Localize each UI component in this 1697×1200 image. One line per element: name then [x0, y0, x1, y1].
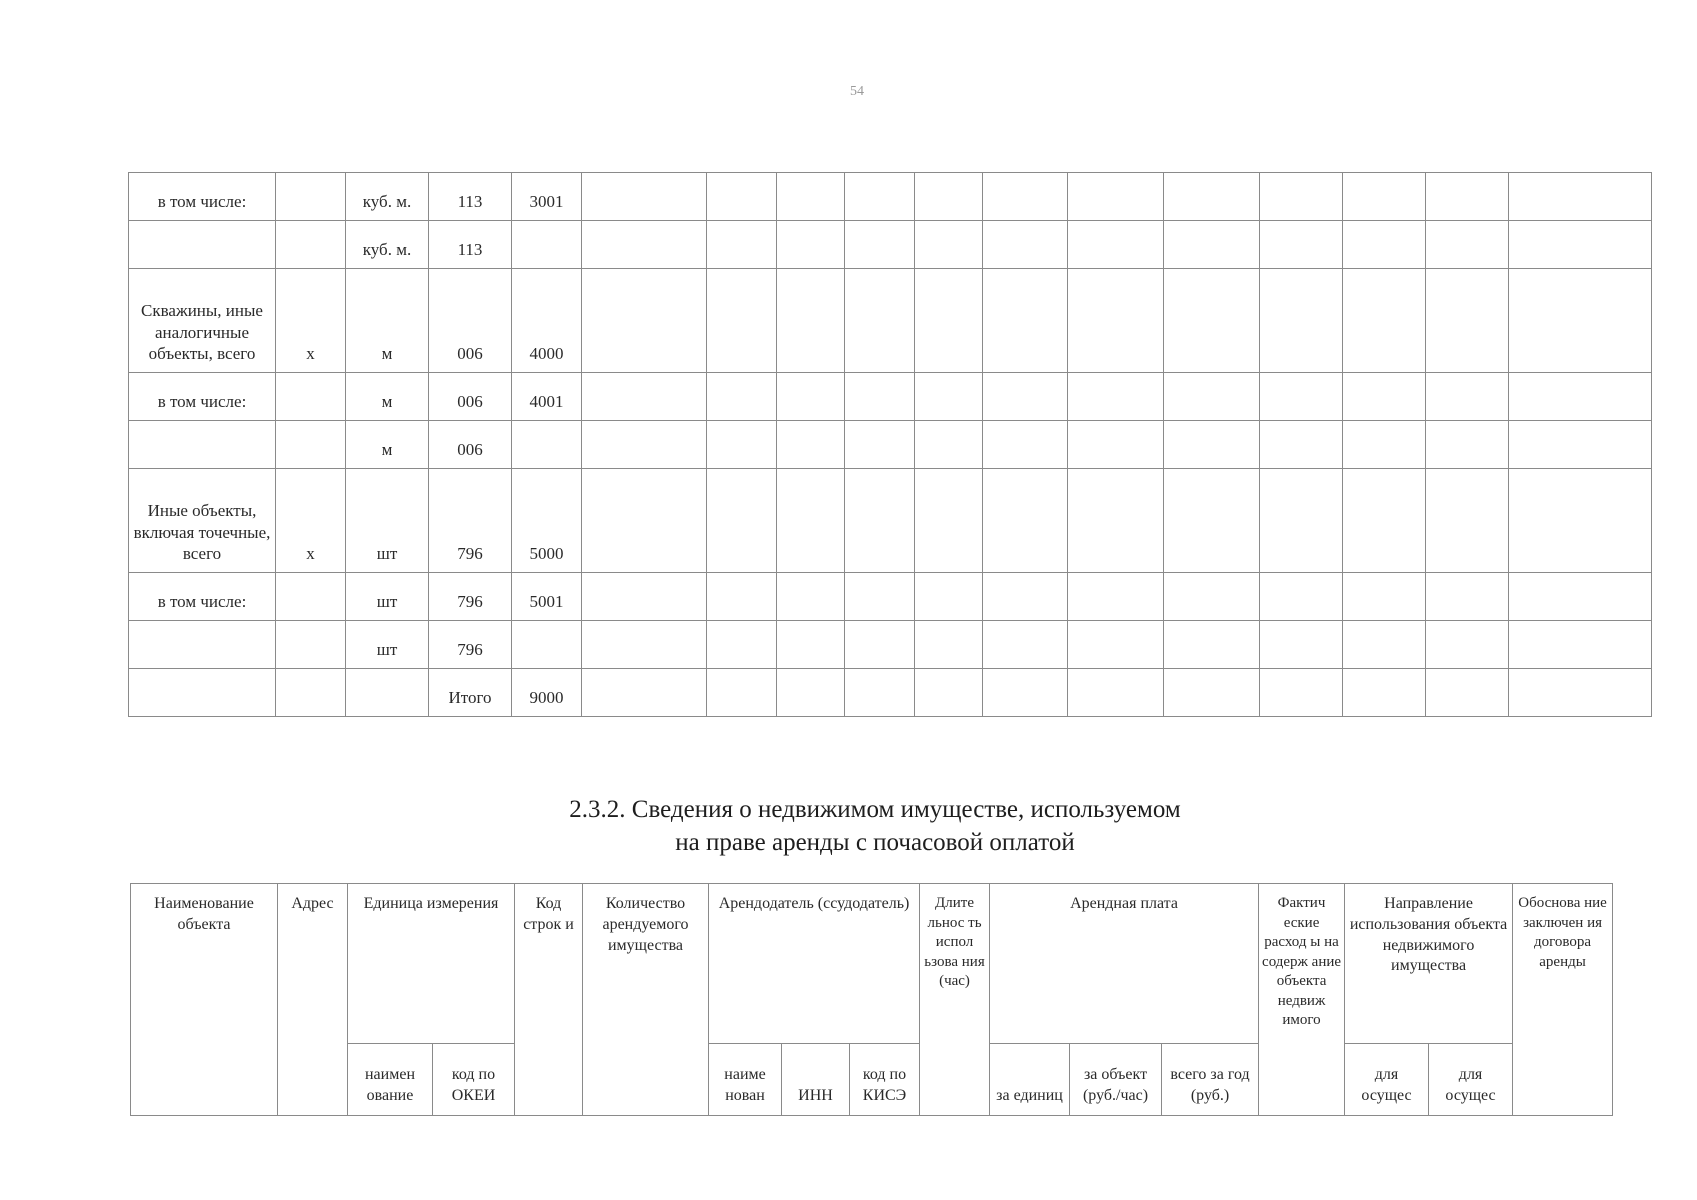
empty-cell — [983, 269, 1068, 373]
header-lessor: Арендодатель (ссудодатель) — [709, 884, 920, 1044]
row-unit: шт — [346, 469, 429, 573]
empty-cell — [983, 669, 1068, 717]
empty-cell — [1343, 173, 1426, 221]
empty-cell — [1509, 269, 1652, 373]
row-name: Скважины, иные аналогичные объекты, всего — [129, 269, 276, 373]
table-row — [129, 221, 1652, 269]
empty-cell — [1260, 173, 1343, 221]
row-name — [129, 221, 276, 269]
header-row-code: Код строк и — [515, 884, 583, 1116]
empty-cell — [1343, 421, 1426, 469]
row-code — [512, 621, 582, 669]
empty-cell — [1068, 373, 1164, 421]
row-code: 5001 — [512, 573, 582, 621]
empty-cell — [983, 621, 1068, 669]
row-unit: м — [346, 421, 429, 469]
header-actual-costs: Фактич еские расход ы на содерж ание объекта недвиж имого — [1259, 884, 1345, 1116]
table-row — [129, 669, 1652, 717]
empty-cell — [1343, 221, 1426, 269]
row-unit: куб. м. — [346, 221, 429, 269]
empty-cell — [1426, 573, 1509, 621]
empty-cell — [1509, 669, 1652, 717]
header-unit-okei: код по ОКЕИ — [433, 1044, 515, 1116]
row-code: 5000 — [512, 469, 582, 573]
header-rent: Арендная плата — [990, 884, 1259, 1044]
empty-cell — [1164, 421, 1260, 469]
table-row — [129, 269, 1652, 373]
empty-cell — [1164, 373, 1260, 421]
empty-cell — [707, 421, 777, 469]
row-okei: 113 — [429, 221, 512, 269]
table-row — [129, 421, 1652, 469]
row-address — [276, 421, 346, 469]
empty-cell — [1509, 421, 1652, 469]
empty-cell — [915, 669, 983, 717]
empty-cell — [845, 573, 915, 621]
empty-cell — [707, 669, 777, 717]
header-duration: Длите льнос ть испол ьзова ния (час) — [920, 884, 990, 1116]
row-name — [129, 621, 276, 669]
empty-cell — [1164, 469, 1260, 573]
header-lessor-inn: ИНН — [782, 1044, 850, 1116]
empty-cell — [1260, 669, 1343, 717]
empty-cell — [1260, 469, 1343, 573]
row-code — [512, 421, 582, 469]
empty-cell — [777, 669, 845, 717]
header-address: Адрес — [278, 884, 348, 1116]
row-okei: 006 — [429, 421, 512, 469]
empty-cell — [1509, 621, 1652, 669]
empty-cell — [582, 373, 707, 421]
empty-cell — [1509, 373, 1652, 421]
empty-cell — [983, 373, 1068, 421]
empty-cell — [1260, 221, 1343, 269]
empty-cell — [983, 469, 1068, 573]
empty-cell — [582, 573, 707, 621]
empty-cell — [707, 173, 777, 221]
empty-cell — [1068, 421, 1164, 469]
empty-cell — [845, 269, 915, 373]
empty-cell — [1343, 373, 1426, 421]
empty-cell — [915, 269, 983, 373]
row-address — [276, 621, 346, 669]
empty-cell — [707, 621, 777, 669]
row-address: х — [276, 269, 346, 373]
row-unit: м — [346, 269, 429, 373]
empty-cell — [915, 421, 983, 469]
empty-cell — [983, 173, 1068, 221]
empty-cell — [1343, 621, 1426, 669]
empty-cell — [915, 621, 983, 669]
empty-cell — [707, 269, 777, 373]
empty-cell — [1426, 269, 1509, 373]
empty-cell — [1068, 669, 1164, 717]
row-name — [129, 421, 276, 469]
section-title-line-1: 2.3.2. Сведения о недвижимом имуществе, используемом — [569, 796, 1181, 823]
row-unit: куб. м. — [346, 173, 429, 221]
empty-cell — [1164, 669, 1260, 717]
table-row — [129, 373, 1652, 421]
empty-cell — [1343, 669, 1426, 717]
row-address — [276, 173, 346, 221]
empty-cell — [983, 221, 1068, 269]
empty-cell — [1509, 469, 1652, 573]
empty-cell — [777, 221, 845, 269]
empty-cell — [1164, 573, 1260, 621]
header-direction: Направление использования объекта недвижимого имущества — [1345, 884, 1513, 1044]
row-code — [512, 221, 582, 269]
empty-cell — [777, 573, 845, 621]
row-okei: 006 — [429, 269, 512, 373]
empty-cell — [915, 469, 983, 573]
row-code: 9000 — [512, 669, 582, 717]
empty-cell — [1509, 573, 1652, 621]
empty-cell — [1260, 421, 1343, 469]
row-address — [276, 221, 346, 269]
table-row — [129, 173, 1652, 221]
header-rent-per-object: за объект (руб./час) — [1070, 1044, 1162, 1116]
empty-cell — [1068, 469, 1164, 573]
empty-cell — [582, 173, 707, 221]
header-quantity: Количество арендуемого имущества — [583, 884, 709, 1116]
header-direction-a: для осущес — [1345, 1044, 1429, 1116]
row-name: Иные объекты, включая точечные, всего — [129, 469, 276, 573]
empty-cell — [582, 421, 707, 469]
empty-cell — [845, 621, 915, 669]
row-code: 4000 — [512, 269, 582, 373]
empty-cell — [1260, 621, 1343, 669]
section-title-line-2: на праве аренды с почасовой оплатой — [675, 829, 1075, 856]
empty-cell — [1426, 469, 1509, 573]
empty-cell — [845, 421, 915, 469]
header-justification: Обоснова ние заключен ия договора аренды — [1513, 884, 1613, 1116]
empty-cell — [1068, 269, 1164, 373]
empty-cell — [1426, 421, 1509, 469]
row-okei: 796 — [429, 621, 512, 669]
empty-cell — [915, 573, 983, 621]
empty-cell — [1509, 173, 1652, 221]
empty-cell — [582, 669, 707, 717]
empty-cell — [777, 621, 845, 669]
empty-cell — [1164, 221, 1260, 269]
empty-cell — [1068, 173, 1164, 221]
empty-cell — [707, 573, 777, 621]
row-name: в том числе: — [129, 373, 276, 421]
row-name: в том числе: — [129, 173, 276, 221]
header-unit: Единица измерения — [348, 884, 515, 1044]
row-code: 3001 — [512, 173, 582, 221]
empty-cell — [582, 269, 707, 373]
empty-cell — [777, 173, 845, 221]
empty-cell — [1426, 621, 1509, 669]
header-lessor-name: наиме нован — [709, 1044, 782, 1116]
row-unit: шт — [346, 573, 429, 621]
page-number: 54 — [850, 84, 864, 99]
empty-cell — [1343, 269, 1426, 373]
empty-cell — [1426, 173, 1509, 221]
empty-cell — [1260, 373, 1343, 421]
header-rent-per-unit: за единиц — [990, 1044, 1070, 1116]
empty-cell — [1426, 221, 1509, 269]
empty-cell — [1343, 573, 1426, 621]
table-row — [129, 621, 1652, 669]
empty-cell — [983, 573, 1068, 621]
empty-cell — [845, 173, 915, 221]
header-direction-b: для осущес — [1429, 1044, 1513, 1116]
header-unit-name: наимен ование — [348, 1044, 433, 1116]
empty-cell — [1260, 269, 1343, 373]
empty-cell — [1164, 173, 1260, 221]
empty-cell — [1426, 669, 1509, 717]
row-code: 4001 — [512, 373, 582, 421]
row-okei: 006 — [429, 373, 512, 421]
empty-cell — [1426, 373, 1509, 421]
row-okei: Итого — [429, 669, 512, 717]
header-rent-per-year: всего за год (руб.) — [1162, 1044, 1259, 1116]
empty-cell — [707, 221, 777, 269]
row-okei: 796 — [429, 469, 512, 573]
table-row — [129, 573, 1652, 621]
header-object-name: Наименование объекта — [131, 884, 278, 1116]
empty-cell — [915, 173, 983, 221]
empty-cell — [777, 373, 845, 421]
empty-cell — [777, 421, 845, 469]
empty-cell — [582, 221, 707, 269]
row-name — [129, 669, 276, 717]
table-row — [129, 469, 1652, 573]
empty-cell — [845, 469, 915, 573]
empty-cell — [845, 669, 915, 717]
empty-cell — [582, 469, 707, 573]
row-address — [276, 669, 346, 717]
row-address — [276, 373, 346, 421]
row-unit: м — [346, 373, 429, 421]
row-address — [276, 573, 346, 621]
row-address: х — [276, 469, 346, 573]
section-title — [0, 793, 1697, 859]
header-lessor-kise: код по КИСЭ — [850, 1044, 920, 1116]
empty-cell — [707, 469, 777, 573]
empty-cell — [1164, 621, 1260, 669]
empty-cell — [707, 373, 777, 421]
empty-cell — [582, 621, 707, 669]
row-okei: 796 — [429, 573, 512, 621]
continuation-table — [128, 172, 1652, 717]
row-name: в том числе: — [129, 573, 276, 621]
lease-header-table — [130, 883, 1613, 1116]
empty-cell — [983, 421, 1068, 469]
empty-cell — [1343, 469, 1426, 573]
row-unit — [346, 669, 429, 717]
empty-cell — [777, 469, 845, 573]
empty-cell — [1164, 269, 1260, 373]
empty-cell — [1260, 573, 1343, 621]
row-okei: 113 — [429, 173, 512, 221]
empty-cell — [915, 221, 983, 269]
empty-cell — [777, 269, 845, 373]
empty-cell — [1068, 221, 1164, 269]
empty-cell — [1068, 573, 1164, 621]
empty-cell — [845, 221, 915, 269]
empty-cell — [1509, 221, 1652, 269]
row-unit: шт — [346, 621, 429, 669]
empty-cell — [845, 373, 915, 421]
empty-cell — [915, 373, 983, 421]
empty-cell — [1068, 621, 1164, 669]
